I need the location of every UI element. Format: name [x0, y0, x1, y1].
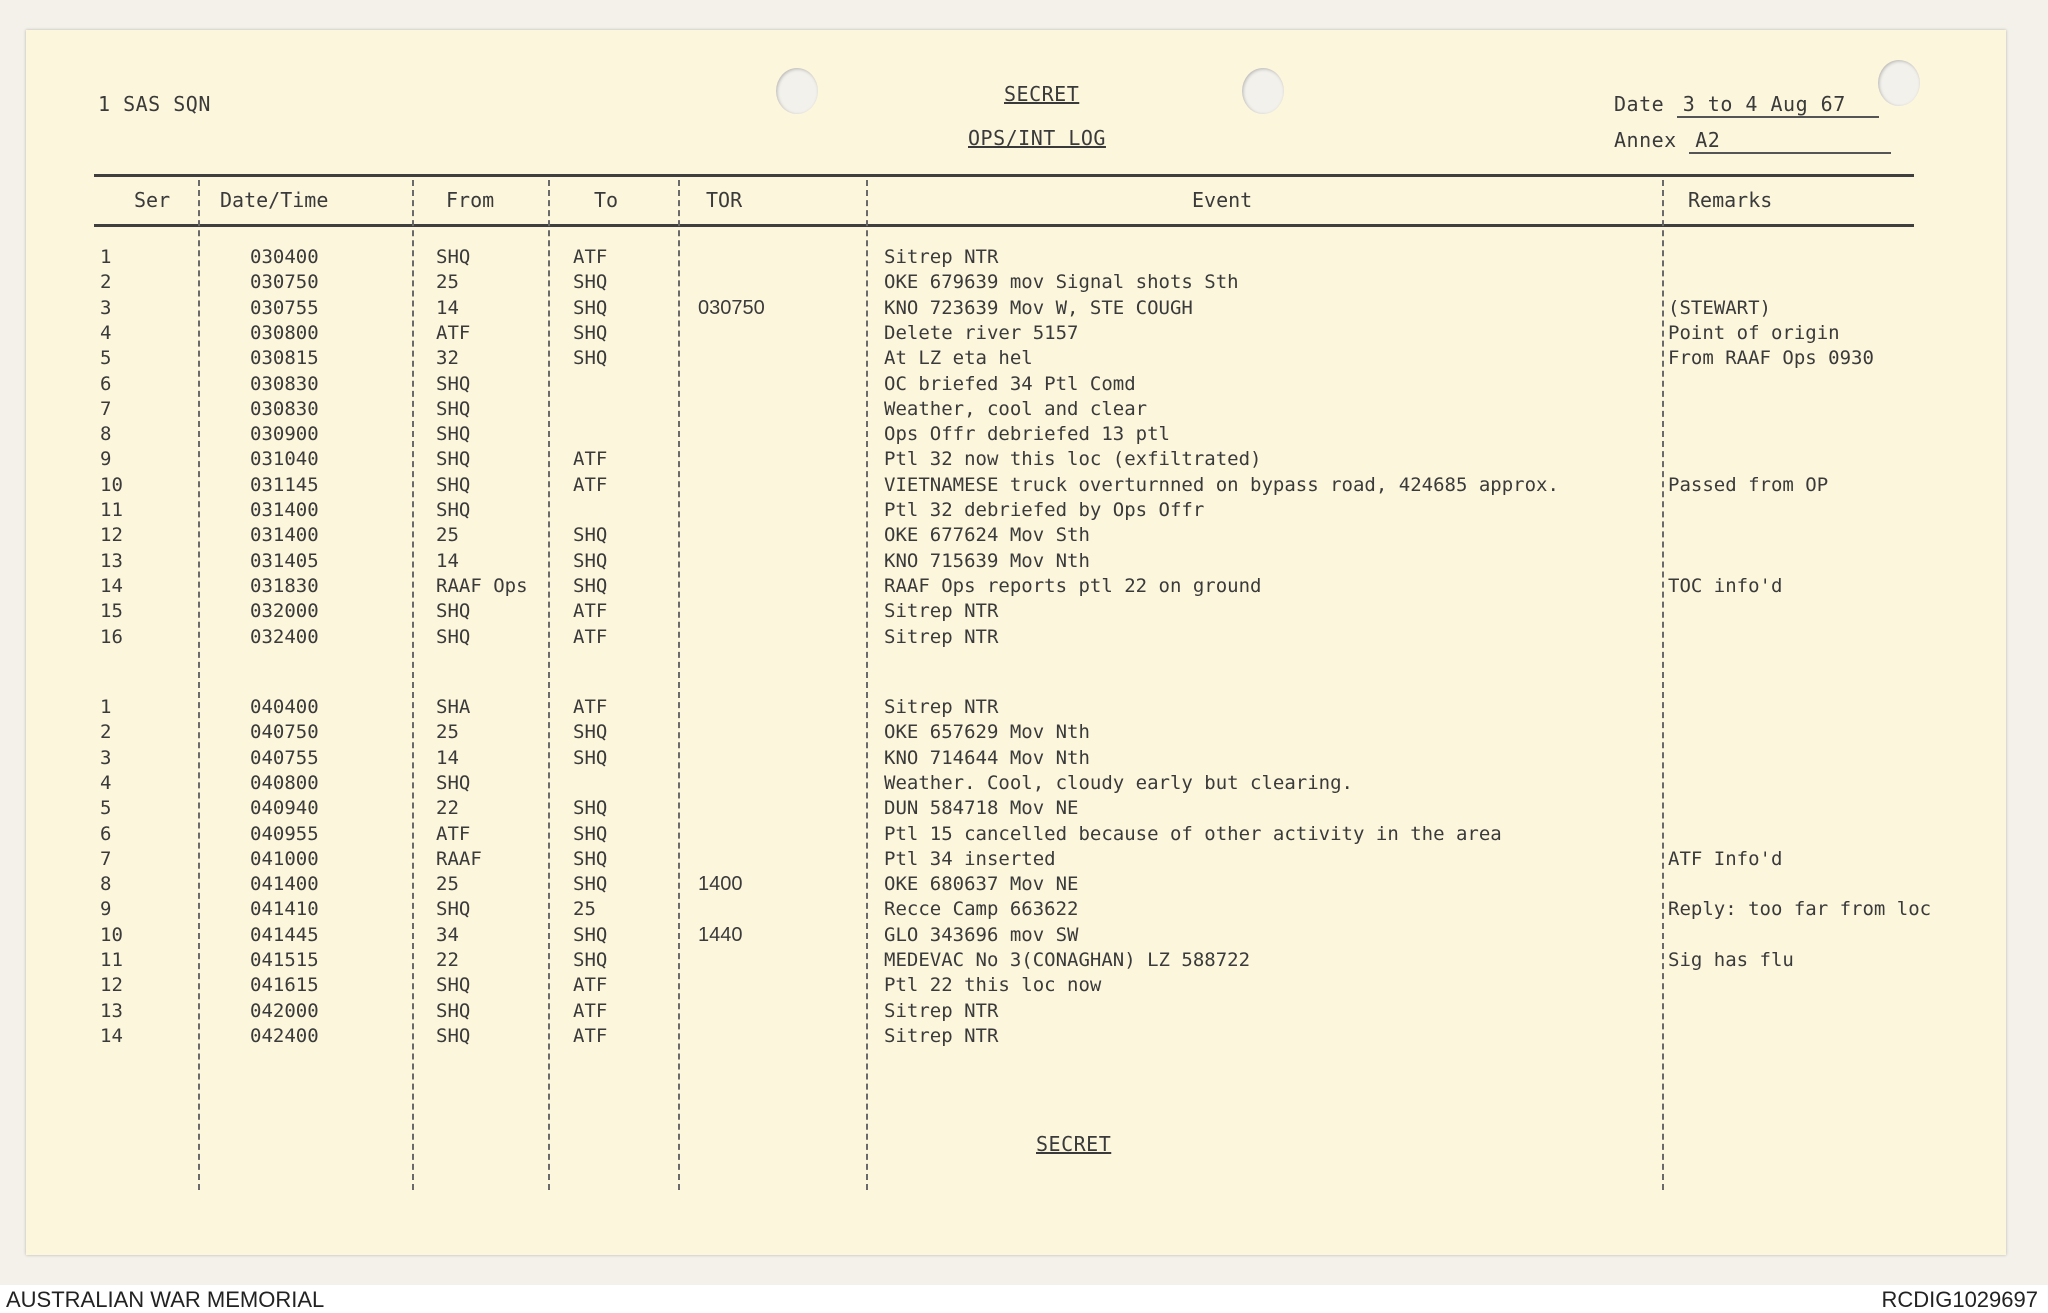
cell-ser: 11: [100, 949, 123, 971]
table-row: [26, 322, 2006, 347]
table-top-rule: [94, 174, 1914, 177]
cell-from: 34: [436, 923, 459, 946]
cell-event: Ptl 22 this loc now: [884, 974, 1102, 997]
cell-ser: 16: [100, 625, 123, 648]
cell-from: SHA: [436, 696, 471, 718]
cell-date-time: 031145: [250, 473, 319, 496]
classification-bottom: SECRET: [1036, 1132, 1112, 1156]
cell-event: Ptl 15 cancelled because of other activity in the area: [884, 822, 1502, 845]
cell-from: SHQ: [436, 974, 471, 997]
cell-from: SHQ: [436, 771, 471, 794]
cell-from: SHQ: [436, 246, 471, 268]
cell-event: DUN 584718 Mov NE: [884, 797, 1079, 820]
table-row: [26, 474, 2006, 499]
cell-ser: 14: [100, 574, 123, 597]
table-row: [26, 550, 2006, 575]
table-row: [26, 747, 2006, 772]
cell-ser: 14: [100, 1024, 123, 1047]
cell-from: RAAF Ops: [436, 574, 528, 597]
table-row: [26, 924, 2006, 949]
table-row: [26, 1025, 2006, 1050]
cell-date-time: 040750: [250, 721, 319, 744]
cell-ser: 1: [100, 696, 112, 718]
cell-event: Ptl 32 now this loc (exfiltrated): [884, 448, 1262, 471]
table-row: [26, 524, 2006, 549]
table-row: [26, 696, 2006, 721]
table-row: [26, 499, 2006, 524]
cell-date-time: 040400: [250, 696, 319, 718]
cell-event: VIETNAMESE truck overturnned on bypass road, 424685 approx.: [884, 473, 1559, 496]
cell-ser: 4: [100, 771, 112, 794]
cell-event: Ops Offr debriefed 13 ptl: [884, 423, 1170, 446]
cell-event: Sitrep NTR: [884, 1024, 999, 1047]
cell-date-time: 031830: [250, 574, 319, 597]
cell-date-time: 040955: [250, 822, 319, 845]
table-row: [26, 949, 2006, 974]
cell-from: ATF: [436, 822, 471, 845]
cell-from: 25: [436, 873, 459, 896]
cell-to: SHQ: [573, 347, 608, 370]
cell-event: OKE 657629 Mov Nth: [884, 721, 1090, 744]
cell-event: OKE 677624 Mov Sth: [884, 524, 1090, 547]
cell-date-time: 030755: [250, 296, 319, 319]
log-title: OPS/INT LOG: [968, 126, 1106, 150]
cell-date-time: 032000: [250, 600, 319, 623]
column-header-remarks: Remarks: [1688, 188, 1773, 212]
cell-ser: 15: [100, 600, 123, 623]
cell-date-time: 032400: [250, 625, 319, 648]
table-row: [26, 898, 2006, 923]
cell-event: OKE 679639 mov Signal shots Sth: [884, 271, 1239, 294]
cell-remarks: From RAAF Ops 0930: [1668, 347, 1874, 370]
cell-date-time: 041410: [250, 898, 319, 921]
cell-event: Sitrep NTR: [884, 999, 999, 1022]
cell-remarks: Point of origin: [1668, 321, 1840, 344]
cell-ser: 6: [100, 822, 112, 845]
cell-date-time: 030400: [250, 246, 319, 268]
cell-to: ATF: [573, 473, 608, 496]
cell-date-time: 031405: [250, 549, 319, 572]
header-bottom-rule: [94, 224, 1914, 227]
cell-ser: 2: [100, 721, 112, 744]
cell-date-time: 030815: [250, 347, 319, 370]
cell-to: ATF: [573, 1024, 608, 1047]
table-row: [26, 873, 2006, 898]
cell-event: OC briefed 34 Ptl Comd: [884, 372, 1136, 395]
cell-from: SHQ: [436, 999, 471, 1022]
table-row: [26, 347, 2006, 372]
cell-from: 22: [436, 797, 459, 820]
cell-date-time: 031400: [250, 524, 319, 547]
cell-event: Ptl 34 inserted: [884, 847, 1056, 870]
table-row: [26, 772, 2006, 797]
table-row: [26, 1000, 2006, 1025]
annex-field: [1614, 128, 1891, 154]
cell-remarks: ATF Info'd: [1668, 847, 1783, 870]
cell-from: 14: [436, 549, 459, 572]
cell-date-time: 031400: [250, 499, 319, 521]
cell-event: MEDEVAC No 3(CONAGHAN) LZ 588722: [884, 949, 1251, 971]
classification-top: SECRET: [1004, 82, 1080, 106]
cell-remarks: Reply: too far from loc: [1668, 898, 1932, 921]
table-row: [26, 823, 2006, 848]
cell-remarks: TOC info'd: [1668, 574, 1783, 597]
cell-date-time: 041615: [250, 974, 319, 997]
column-header-to: To: [594, 188, 619, 212]
cell-from: 25: [436, 271, 459, 294]
cell-ser: 11: [100, 499, 123, 521]
cell-date-time: 041445: [250, 923, 319, 946]
cell-to: ATF: [573, 625, 608, 648]
cell-from: SHQ: [436, 397, 471, 420]
table-row: [26, 797, 2006, 822]
cell-event: Sitrep NTR: [884, 696, 999, 718]
cell-from: SHQ: [436, 898, 471, 921]
cell-to: 25: [573, 898, 596, 921]
cell-ser: 13: [100, 999, 123, 1022]
cell-to: SHQ: [573, 923, 608, 946]
cell-date-time: 040755: [250, 746, 319, 769]
cell-tor: 030750: [698, 296, 765, 319]
cell-to: SHQ: [573, 721, 608, 744]
cell-date-time: 042400: [250, 1024, 319, 1047]
cell-to: SHQ: [573, 524, 608, 547]
unit-label: 1 SAS SQN: [98, 92, 211, 116]
cell-from: 32: [436, 347, 459, 370]
cell-ser: 10: [100, 923, 123, 946]
cell-from: SHQ: [436, 625, 471, 648]
cell-to: SHQ: [573, 822, 608, 845]
table-row: [26, 600, 2006, 625]
date-value: 3 to 4 Aug 67: [1677, 92, 1879, 118]
cell-from: SHQ: [436, 448, 471, 471]
cell-date-time: 031040: [250, 448, 319, 471]
table-row: [26, 974, 2006, 999]
cell-from: SHQ: [436, 499, 471, 521]
cell-ser: 7: [100, 397, 112, 420]
cell-date-time: 041400: [250, 873, 319, 896]
cell-remarks: (STEWART): [1668, 296, 1771, 319]
cell-event: KNO 723639 Mov W, STE COUGH: [884, 296, 1193, 319]
cell-from: SHQ: [436, 423, 471, 446]
cell-ser: 10: [100, 473, 123, 496]
punch-hole: [1878, 60, 1920, 106]
cell-to: SHQ: [573, 949, 608, 971]
cell-date-time: 030800: [250, 321, 319, 344]
cell-ser: 12: [100, 974, 123, 997]
cell-event: KNO 715639 Mov Nth: [884, 549, 1090, 572]
cell-ser: 13: [100, 549, 123, 572]
cell-ser: 8: [100, 423, 112, 446]
cell-event: At LZ eta hel: [884, 347, 1033, 370]
cell-event: Sitrep NTR: [884, 625, 999, 648]
table-row: [26, 423, 2006, 448]
cell-from: RAAF: [436, 847, 482, 870]
cell-ser: 5: [100, 347, 112, 370]
cell-to: SHQ: [573, 873, 608, 896]
cell-date-time: 030830: [250, 372, 319, 395]
archive-footer: [0, 1285, 2048, 1313]
cell-to: ATF: [573, 696, 608, 718]
cell-ser: 8: [100, 873, 112, 896]
cell-tor: 1400: [698, 873, 743, 896]
cell-event: GLO 343696 mov SW: [884, 923, 1079, 946]
cell-from: 25: [436, 721, 459, 744]
cell-event: Recce Camp 663622: [884, 898, 1079, 921]
column-header-ser: Ser: [134, 188, 171, 212]
cell-from: SHQ: [436, 473, 471, 496]
cell-ser: 9: [100, 898, 112, 921]
cell-from: 22: [436, 949, 459, 971]
cell-from: 14: [436, 296, 459, 319]
annex-value: A2: [1689, 128, 1891, 154]
cell-to: SHQ: [573, 746, 608, 769]
cell-date-time: 042000: [250, 999, 319, 1022]
date-field: [1614, 92, 1879, 118]
cell-to: SHQ: [573, 549, 608, 572]
cell-date-time: 040940: [250, 797, 319, 820]
archive-source: AUSTRALIAN WAR MEMORIAL: [6, 1287, 325, 1312]
cell-from: SHQ: [436, 372, 471, 395]
cell-ser: 7: [100, 847, 112, 870]
cell-to: ATF: [573, 246, 608, 268]
table-row: [26, 448, 2006, 473]
cell-event: Sitrep NTR: [884, 246, 999, 268]
cell-ser: 3: [100, 746, 112, 769]
archive-reference: RCDIG1029697: [1881, 1287, 2038, 1312]
cell-to: SHQ: [573, 847, 608, 870]
cell-to: SHQ: [573, 797, 608, 820]
cell-event: Sitrep NTR: [884, 600, 999, 623]
cell-from: SHQ: [436, 600, 471, 623]
table-row: [26, 721, 2006, 746]
cell-ser: 2: [100, 271, 112, 294]
log-sheet: [26, 30, 2006, 1255]
cell-ser: 4: [100, 321, 112, 344]
cell-ser: 3: [100, 296, 112, 319]
cell-ser: 6: [100, 372, 112, 395]
table-row: [26, 246, 2006, 271]
table-row: [26, 373, 2006, 398]
cell-from: SHQ: [436, 1024, 471, 1047]
column-header-tor: TOR: [706, 188, 743, 212]
cell-date-time: 041000: [250, 847, 319, 870]
table-row: [26, 575, 2006, 600]
cell-date-time: 040800: [250, 771, 319, 794]
table-row: [26, 271, 2006, 296]
cell-to: ATF: [573, 448, 608, 471]
cell-date-time: 030830: [250, 397, 319, 420]
cell-event: OKE 680637 Mov NE: [884, 873, 1079, 896]
cell-to: SHQ: [573, 296, 608, 319]
cell-to: ATF: [573, 974, 608, 997]
cell-event: Delete river 5157: [884, 321, 1079, 344]
annex-label: Annex: [1614, 128, 1677, 152]
column-header-from: From: [446, 188, 495, 212]
table-row: [26, 848, 2006, 873]
cell-tor: 1440: [698, 923, 743, 946]
cell-event: Ptl 32 debriefed by Ops Offr: [884, 499, 1205, 521]
cell-ser: 1: [100, 246, 112, 268]
cell-date-time: 030900: [250, 423, 319, 446]
cell-event: RAAF Ops reports ptl 22 on ground: [884, 574, 1262, 597]
cell-to: SHQ: [573, 321, 608, 344]
cell-ser: 12: [100, 524, 123, 547]
cell-event: Weather. Cool, cloudy early but clearing.: [884, 771, 1353, 794]
cell-from: 14: [436, 746, 459, 769]
cell-remarks: Passed from OP: [1668, 473, 1829, 496]
punch-hole: [1242, 68, 1284, 114]
column-header-date-time: Date/Time: [220, 188, 329, 212]
cell-ser: 9: [100, 448, 112, 471]
cell-to: SHQ: [573, 271, 608, 294]
cell-to: SHQ: [573, 574, 608, 597]
table-row: [26, 297, 2006, 322]
cell-from: ATF: [436, 321, 471, 344]
cell-date-time: 030750: [250, 271, 319, 294]
cell-event: Weather, cool and clear: [884, 397, 1148, 420]
table-row: [26, 626, 2006, 651]
cell-ser: 5: [100, 797, 112, 820]
cell-date-time: 041515: [250, 949, 319, 971]
date-label: Date: [1614, 92, 1665, 116]
cell-to: ATF: [573, 600, 608, 623]
cell-event: KNO 714644 Mov Nth: [884, 746, 1090, 769]
punch-hole: [776, 68, 818, 114]
cell-from: 25: [436, 524, 459, 547]
cell-remarks: Sig has flu: [1668, 949, 1794, 971]
cell-to: ATF: [573, 999, 608, 1022]
table-row: [26, 398, 2006, 423]
column-header-event: Event: [1192, 188, 1253, 212]
